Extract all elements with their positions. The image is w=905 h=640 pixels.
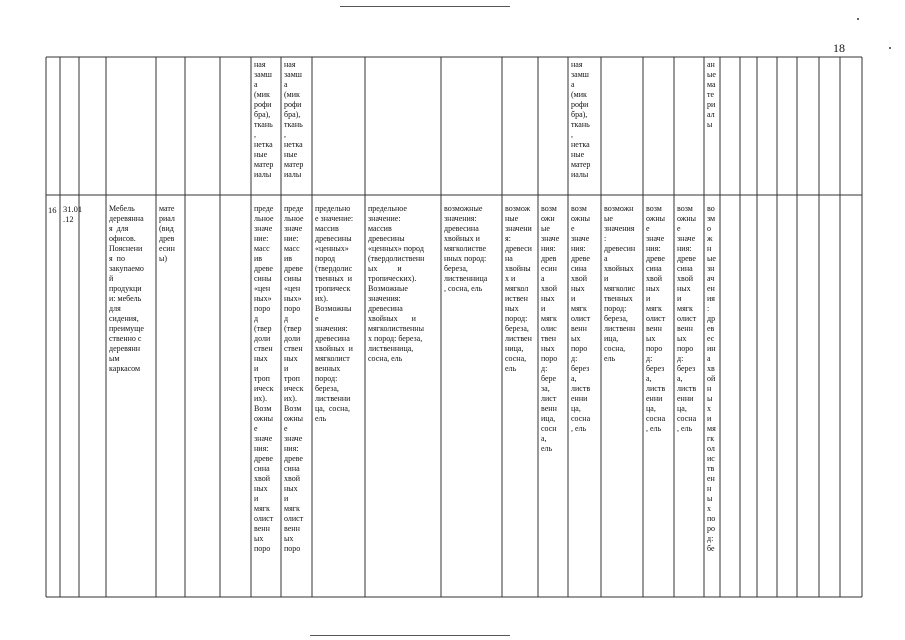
value-cell-11: возм ожны е значе ния: древе сина хвой ных и мягк олист венн ых поро д: берез а, листв енни ца, сосна , ель [677,204,697,433]
value-cell-6: возмож ные значени я: древеси на хвойны х и мягкол иствен ных пород: береза, листвен ница, сосна, ель [505,204,532,373]
value-cell-10: возм ожны е значе ния: древе сина хвой ных и мягк олист венн ых поро д: берез а, листв енни ца, сосна , ель [646,204,666,433]
value-cell-7: возм ожн ые значе ния: древ есин а хвой ных и мягк олис твен ных поро д: бере за, лист венн ица, сосн а, ель [541,204,560,453]
value-cell-4: предельное значение: массив древесины «ценных» пород (твердолиственн ых и тропических). Возможные значения: древесина хвойных и мягколиственны х пород: береза, лиственница, сосна, ель [368,204,425,363]
continuation-cell-c: ная замш а (мик рофи бра), ткань , нетка ные матер иалы [571,60,591,179]
product-name: Мебель деревянна я для офисов. Пояснени я по закупаемо й продукци и: мебель для сидения, преимуще ственно с деревянн ым каркасом [109,204,144,373]
okpd-code: 31.01 .12 [63,204,83,224]
continuation-cell-b: ная замш а (мик рофи бра), ткань , нетка ные матер иалы [284,60,304,179]
continuation-cell-a: ная замш а (мик рофи бра), ткань , нетка ные матер иалы [254,60,274,179]
value-cell-8: возм ожны е значе ния: древе сина хвой ных и мягк олист венн ых поро д: берез а, листв енни ца, сосна , ель [571,204,591,433]
value-cell-12: во зм о ж н ые зн ач ен ия : др ев ес ин а хв ой н ы х и мя гк ол ис тв ен н ы х по ро д: бе [707,204,716,553]
value-cell-9: возможн ые значения : древесин а хвойных и мягколис твенных пород: береза, лиственн ица, сосна, ель [604,204,636,363]
row-index: 16 [48,205,57,215]
value-cell-2: преде льное значе ние: масс ив древе сины «цен ных» поро д (твер доли ствен ных и троп ическ их). Возм ожны е значе ния: древе сина хвой ных и мягк олист венн ых поро [284,204,304,553]
page-number: 18 [833,41,845,55]
continuation-cell-d: ан ые ма те ри ал ы [707,60,716,129]
value-cell-1: преде льное значе ние: масс ив древе сины «цен ных» поро д (твер доли ствен ных и троп ическ их). Возм ожны е значе ния: древе сина хвой ных и мягк олист венн ых поро [254,204,274,553]
value-cell-5: возможные значения: древесина хвойных и мягколистве нных пород: береза, лиственница , сосна, ель [444,204,488,293]
attribute-name: мате риал (вид древ есин ы) [159,204,175,263]
value-cell-3: предельно е значение: массив древесины «ценных» пород (твердолис твенных и тропическ их). Возможны е значения: древесина хвойных и мягколист венных пород: береза, лиственни ца, сосна, ель [315,204,354,423]
